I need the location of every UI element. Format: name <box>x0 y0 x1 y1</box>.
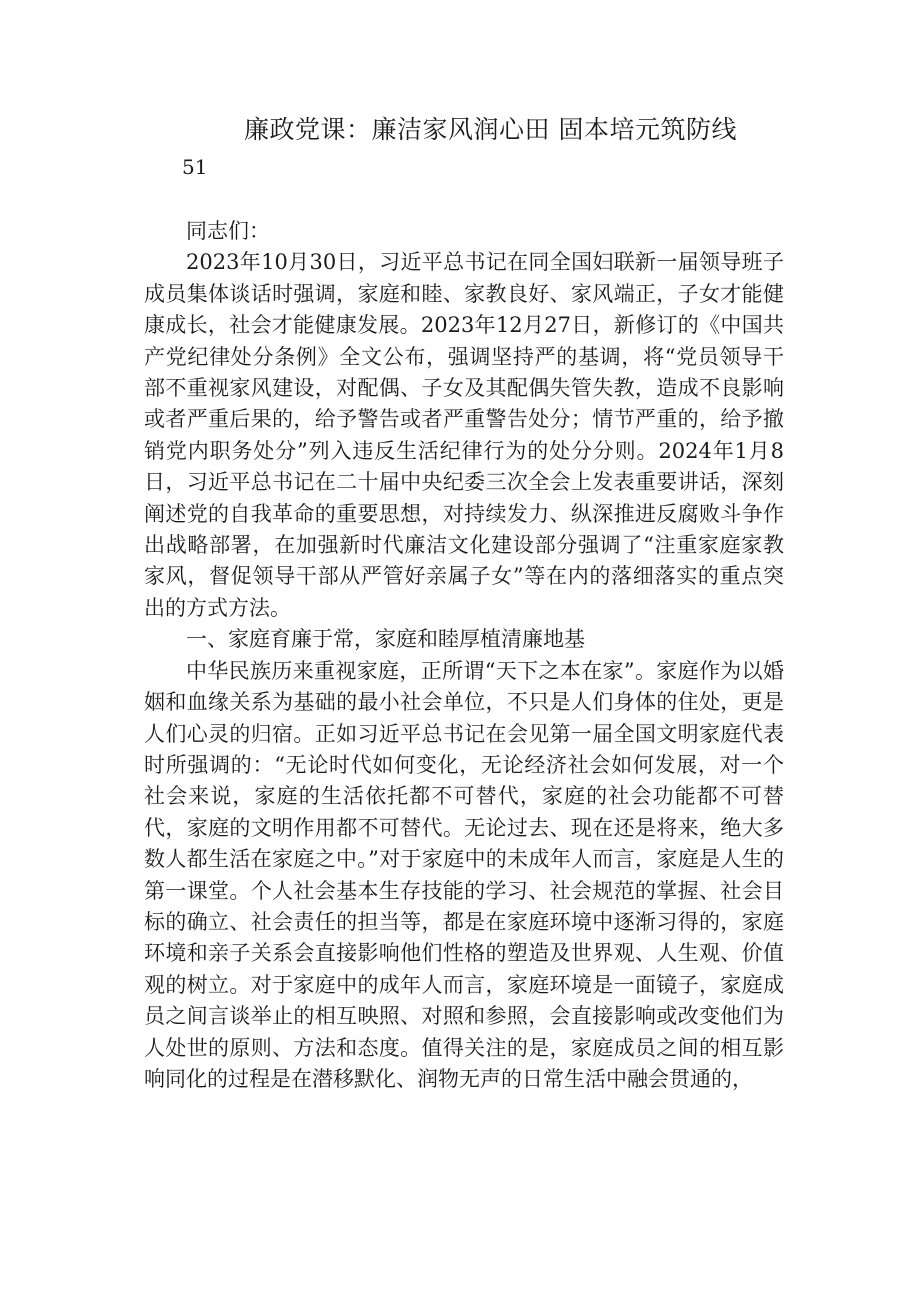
paragraph-section-1: 中华民族历来重视家庭，正所谓“天下之本在家”。家庭作为以婚姻和血缘关系为基础的最小社会单位，不只是人们身体的住处，更是人们心灵的归宿。正如习近平总书记在会见第一届全国文明家庭代表时所强调的：“无论时代如何变化，无论经济社会如何发展，对一个社会来说，家庭的生活依托都不可替代，家庭的社会功能都不可替代，家庭的文明作用都不可替代。无论过去、现在还是将来，绝大多数人都生活在家庭之中。”对于家庭中的未成年人而言，家庭是人生的第一课堂。个人社会基本生存技能的学习、社会规范的掌握、社会目标的确立、社会责任的担当等，都是在家庭环境中逐渐习得的，家庭环境和亲子关系会直接影响他们性格的塑造及世界观、人生观、价值观的树立。对于家庭中的成年人而言，家庭环境是一面镜子，家庭成员之间言谈举止的相互映照、对照和参照，会直接影响或改变他们为人处世的原则、方法和态度。值得关注的是，家庭成员之间的相互影响同化的过程是在潜移默化、润物无声的日常生活中融会贯通的， <box>144 658 784 1091</box>
paragraph-intro: 2023年10月30日，习近平总书记在同全国妇联新一届领导班子成员集体谈话时强调，家庭和睦、家教良好、家风端正，子女才能健康成长，社会才能健康发展。2023年12月27日，新修订的《中国共产党纪律处分条例》全文公布，强调坚持严的基调，将“党员领导干部不重视家风建设，对配偶、子女及其配偶失管失教，造成不良影响或者严重后果的，给予警告或者严重警告处分；情节严重的，给予撤销党内职务处分”列入违反生活纪律行为的处分分则。2024年1月8日，习近平总书记在二十届中央纪委三次全会上发表重要讲话，深刻阐述党的自我革命的重要思想，对持续发力、纵深推进反腐败斗争作出战略部署，在加强新时代廉洁文化建设部分强调了“注重家庭家教家风，督促领导干部从严管好亲属子女”等在内的落细落实的重点突出的方式方法。 <box>144 250 784 620</box>
section-heading: 一、家庭育廉于常，家庭和睦厚植清廉地基 <box>186 627 585 652</box>
document-title: 廉政党课：廉洁家风润心田 固本培元筑防线 <box>244 115 737 144</box>
greeting: 同志们： <box>186 219 270 243</box>
document-number: 51 <box>182 155 208 179</box>
document-body <box>144 216 784 1095</box>
